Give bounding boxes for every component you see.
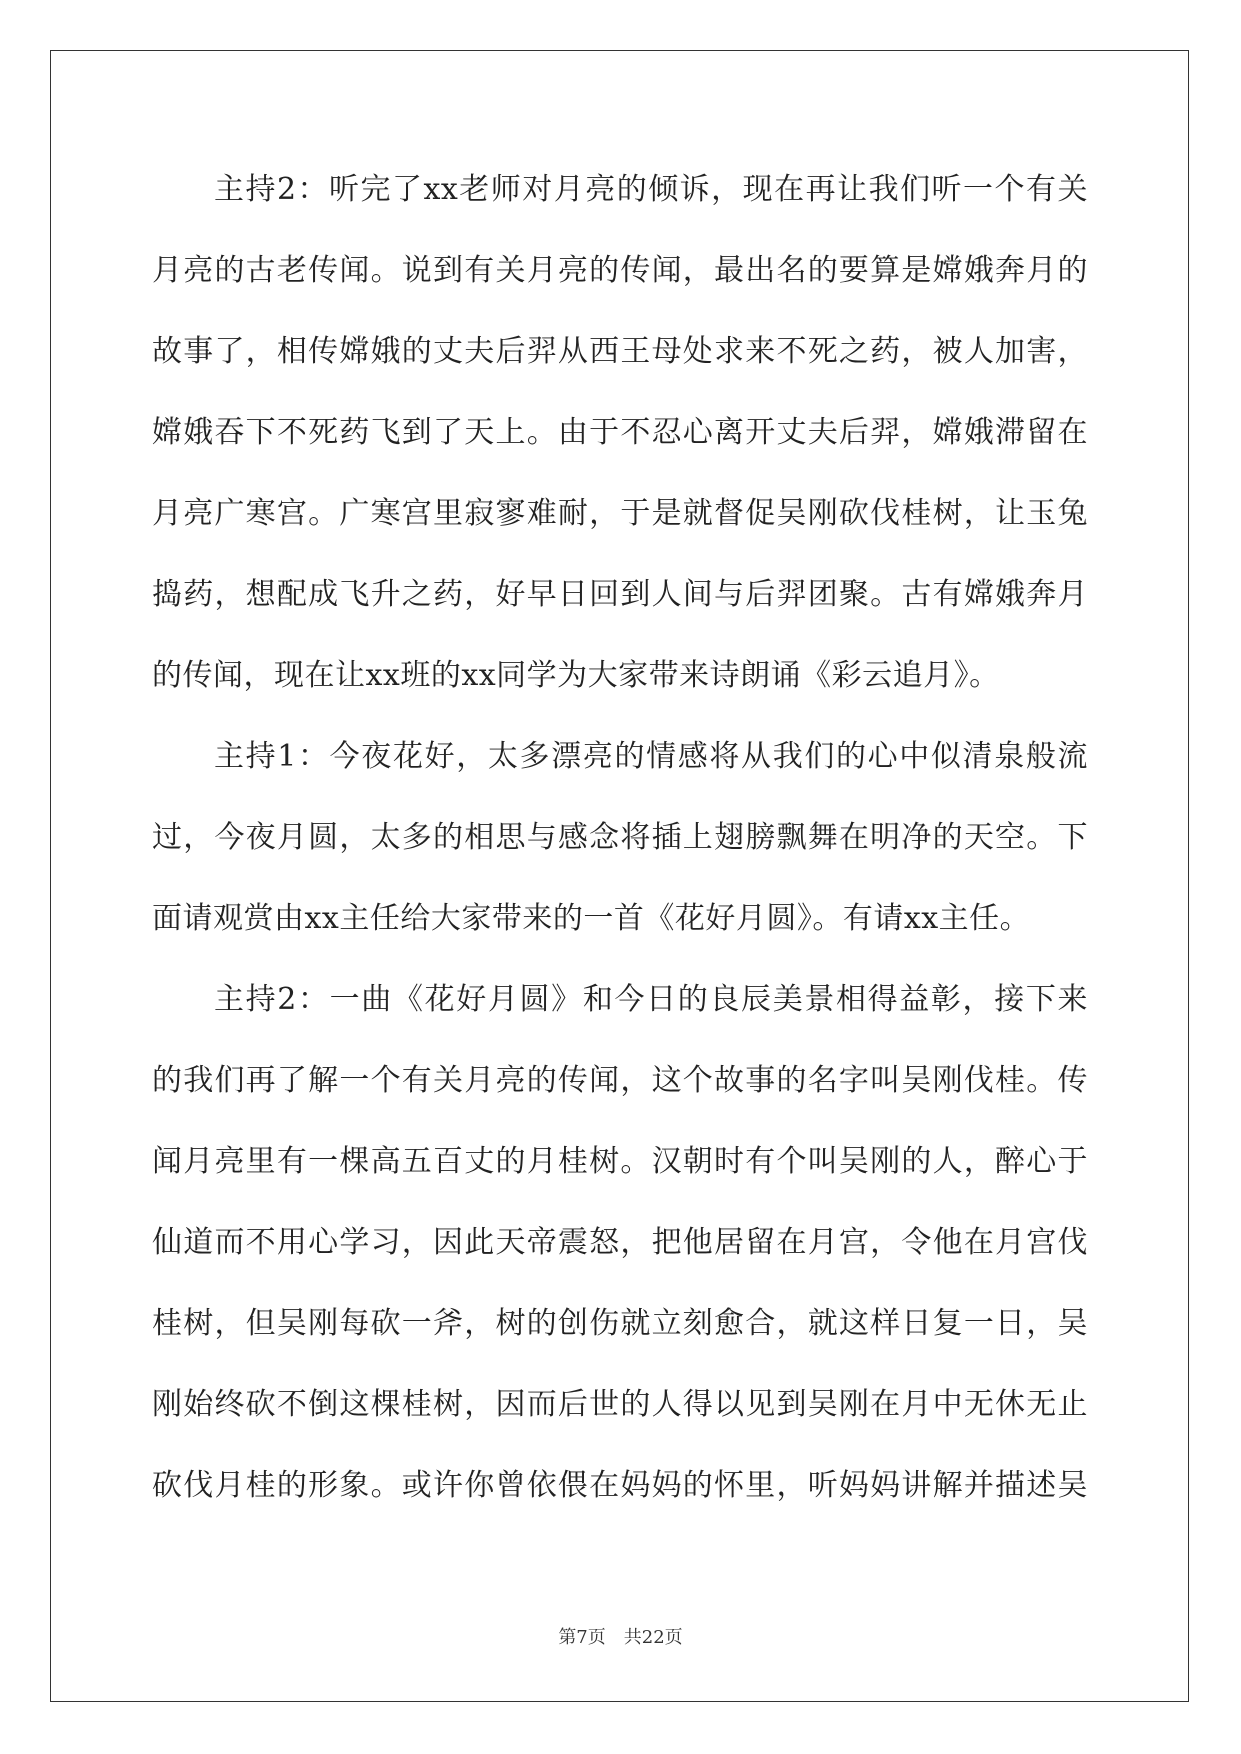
text-line: 的我们再了解一个有关月亮的传闻，这个故事的名字叫吴刚伐桂。传 <box>152 1063 1088 1098</box>
text-line: 砍伐月桂的形象。或许你曾依偎在妈妈的怀里，听妈妈讲解并描述吴 <box>152 1468 1088 1503</box>
paragraph-host1-flower-moon <box>152 727 1088 970</box>
text-line: 月亮广寒宫。广寒宫里寂寥难耐，于是就督促吴刚砍伐桂树，让玉兔 <box>152 496 1088 531</box>
text-line: 面请观赏由xx主任给大家带来的一首《花好月圆》。有请xx主任。 <box>152 901 1031 936</box>
text-line: 主持1：今夜花好，太多漂亮的情感将从我们的心中似清泉般流 <box>214 739 1088 774</box>
paragraph-host2-moon-legend <box>152 160 1088 727</box>
text-line: 捣药，想配成飞升之药，好早日回到人间与后羿团聚。古有嫦娥奔月 <box>152 577 1088 612</box>
total-pages: 共22页 <box>623 1627 683 1648</box>
text-line: 刚始终砍不倒这棵桂树，因而后世的人得以见到吴刚在月中无休无止 <box>152 1387 1088 1422</box>
paragraph-host2-wu-gang <box>152 970 1088 1537</box>
text-line: 闻月亮里有一棵高五百丈的月桂树。汉朝时有个叫吴刚的人，醉心于 <box>152 1144 1088 1179</box>
text-line: 的传闻，现在让xx班的xx同学为大家带来诗朗诵《彩云追月》。 <box>152 658 1000 693</box>
text-line: 月亮的古老传闻。说到有关月亮的传闻，最出名的要算是嫦娥奔月的 <box>152 253 1088 288</box>
text-line: 仙道而不用心学习，因此天帝震怒，把他居留在月宫，令他在月宫伐 <box>152 1225 1088 1260</box>
text-line: 嫦娥吞下不死药飞到了天上。由于不忍心离开丈夫后羿，嫦娥滞留在 <box>152 415 1088 450</box>
text-line: 过，今夜月圆，太多的相思与感念将插上翅膀飘舞在明净的天空。下 <box>152 820 1088 855</box>
page-footer <box>0 1626 1241 1650</box>
text-line: 故事了，相传嫦娥的丈夫后羿从西王母处求来不死之药，被人加害， <box>152 334 1088 369</box>
text-line: 主持2：一曲《花好月圆》和今日的良辰美景相得益彰，接下来 <box>214 982 1088 1017</box>
text-line: 主持2：听完了xx老师对月亮的倾诉，现在再让我们听一个有关 <box>214 172 1088 207</box>
text-line: 桂树，但吴刚每砍一斧，树的创伤就立刻愈合，就这样日复一日，吴 <box>152 1306 1088 1341</box>
page-number: 第7页 <box>558 1627 606 1648</box>
document-body <box>152 160 1088 1537</box>
